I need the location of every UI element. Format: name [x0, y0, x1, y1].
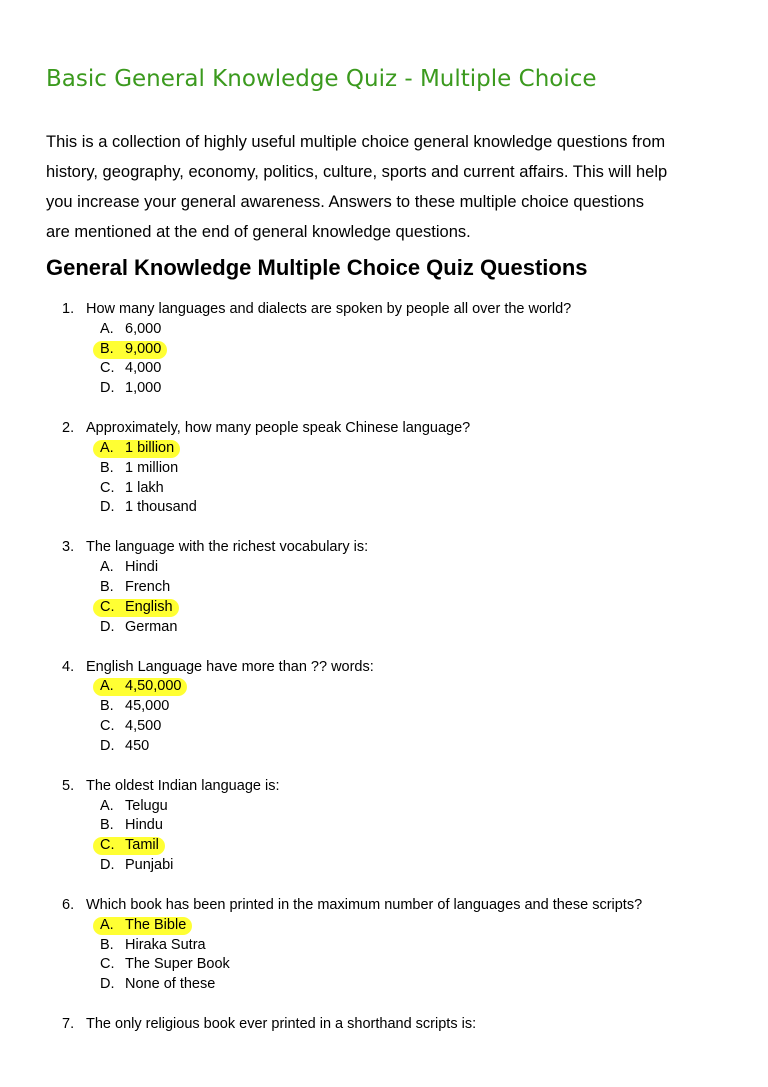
question-row: [0, 777, 768, 797]
answer-option: [0, 578, 768, 598]
question-item: [0, 896, 768, 995]
question-row: [0, 896, 768, 916]
option-label: A.: [100, 559, 114, 576]
question-row: [0, 300, 768, 320]
answer-option: [0, 717, 768, 737]
question-number: 3.: [62, 539, 75, 556]
intro-line: history, geography, economy, politics, culture, sports and current affairs. This will help: [46, 163, 668, 181]
answer-option-correct: [0, 677, 768, 697]
option-label: A.: [100, 439, 114, 456]
document-title: Basic General Knowledge Quiz - Multiple Choice: [46, 66, 597, 92]
option-label: D.: [100, 856, 115, 873]
option-label: B.: [100, 936, 114, 953]
answer-option: [0, 955, 768, 975]
option-label: B.: [100, 698, 114, 715]
question-item: [0, 300, 768, 399]
option-label: A.: [100, 678, 114, 695]
option-text: 6,000: [125, 320, 162, 337]
option-text: 1 lakh: [125, 479, 164, 496]
option-label: B.: [100, 578, 114, 595]
answer-option: [0, 459, 768, 479]
option-text: Tamil: [125, 837, 159, 854]
question-item: [0, 777, 768, 876]
option-label: C.: [100, 479, 115, 496]
question-row: [0, 658, 768, 678]
question-row: [0, 419, 768, 439]
option-text: The Super Book: [125, 956, 230, 973]
question-text: The oldest Indian language is:: [86, 777, 280, 794]
option-label: B.: [100, 340, 114, 357]
option-label: B.: [100, 817, 114, 834]
option-text: 1,000: [125, 380, 162, 397]
question-text: Which book has been printed in the maximum number of languages and these scripts?: [86, 897, 643, 913]
answer-option-correct: [0, 916, 768, 936]
answer-option: [0, 320, 768, 340]
option-text: The Bible: [125, 916, 187, 933]
answer-option: [0, 697, 768, 717]
question-text: Approximately, how many people speak Chinese language?: [86, 420, 471, 437]
answer-option: [0, 816, 768, 836]
question-number: 4.: [62, 658, 75, 675]
question-item: [0, 419, 768, 518]
intro-line: This is a collection of highly useful multiple choice general knowledge questions from: [46, 133, 666, 151]
option-label: C.: [100, 956, 115, 973]
option-text: 4,500: [125, 717, 162, 734]
answer-option: [0, 479, 768, 499]
intro-line: you increase your general awareness. Answers to these multiple choice questions: [46, 193, 644, 211]
option-label: C.: [100, 717, 115, 734]
answer-option-correct: [0, 836, 768, 856]
option-label: A.: [100, 320, 114, 337]
option-label: D.: [100, 618, 115, 635]
option-text: 4,50,000: [125, 678, 182, 695]
answer-option: [0, 856, 768, 876]
option-text: 9,000: [125, 340, 162, 357]
option-text: Telugu: [125, 797, 168, 814]
option-text: Hiraka Sutra: [125, 936, 206, 953]
answer-option: [0, 737, 768, 757]
option-text: 45,000: [125, 698, 170, 715]
option-label: C.: [100, 837, 115, 854]
answer-option: [0, 797, 768, 817]
answer-option: [0, 975, 768, 995]
option-label: A.: [100, 916, 114, 933]
option-text: 4,000: [125, 360, 162, 377]
option-label: D.: [100, 499, 115, 516]
option-label: D.: [100, 976, 115, 993]
option-label: A.: [100, 797, 114, 814]
option-text: French: [125, 578, 171, 595]
option-label: C.: [100, 360, 115, 377]
question-item: [0, 658, 768, 757]
intro-paragraph: [46, 127, 736, 247]
answer-option: [0, 359, 768, 379]
question-text: The language with the richest vocabulary is:: [86, 539, 369, 556]
question-text: The only religious book ever printed in a shorthand scripts is:: [86, 1016, 477, 1033]
option-label: B.: [100, 459, 114, 476]
option-text: 1 billion: [125, 439, 175, 456]
question-text: English Language have more than ?? words:: [86, 658, 374, 675]
question-number: 5.: [62, 777, 75, 794]
question-number: 1.: [62, 301, 75, 317]
option-label: D.: [100, 380, 115, 397]
answer-option-correct: [0, 598, 768, 618]
question-number: 2.: [62, 420, 75, 437]
question-item: [0, 538, 768, 637]
option-text: Hindu: [125, 817, 163, 834]
question-row: [0, 538, 768, 558]
question-number: 6.: [62, 897, 75, 913]
option-text: Punjabi: [125, 856, 174, 873]
question-number: 7.: [62, 1016, 75, 1033]
intro-line: are mentioned at the end of general knowledge questions.: [46, 223, 471, 241]
option-text: 450: [125, 737, 150, 754]
answer-option: [0, 936, 768, 956]
option-text: 1 million: [125, 459, 179, 476]
option-text: 1 thousand: [125, 499, 197, 516]
answer-option-correct: [0, 439, 768, 459]
answer-option: [0, 558, 768, 578]
option-text: None of these: [125, 976, 216, 993]
question-text: How many languages and dialects are spoken by people all over the world?: [86, 301, 572, 317]
answer-option-correct: [0, 340, 768, 360]
option-label: C.: [100, 598, 115, 615]
option-text: Hindi: [125, 559, 159, 576]
answer-option: [0, 618, 768, 638]
option-text: German: [125, 618, 178, 635]
question-row: [0, 1015, 768, 1035]
option-label: D.: [100, 737, 115, 754]
answer-option: [0, 498, 768, 518]
answer-option: [0, 379, 768, 399]
option-text: English: [125, 598, 173, 615]
question-item: [0, 1015, 768, 1035]
section-heading: General Knowledge Multiple Choice Quiz Questions: [46, 255, 588, 280]
